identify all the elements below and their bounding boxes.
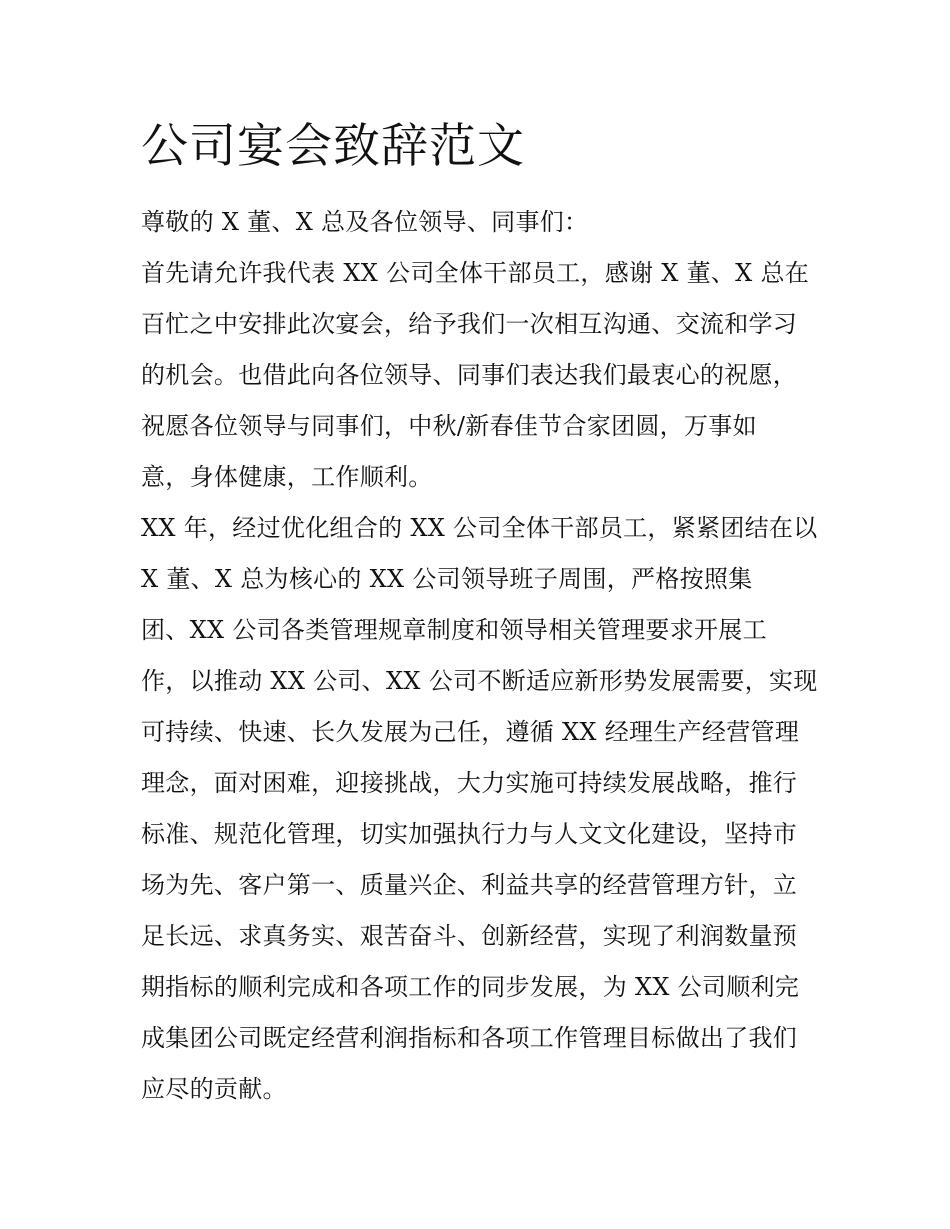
text-line: 期指标的顺利完成和各项工作的同步发展，为 XX 公司顺利完 xyxy=(141,973,800,1001)
text-line: 作，以推动 XX 公司、XX 公司不断适应新形势发展需要，实现 xyxy=(141,667,818,695)
text-line: 团、XX 公司各类管理规章制度和领导相关管理要求开展工 xyxy=(141,616,767,644)
text-line: 百忙之中安排此次宴会，给予我们一次相互沟通、交流和学习 xyxy=(141,310,798,338)
text-line: 成集团公司既定经营利润指标和各项工作管理目标做出了我们 xyxy=(141,1024,798,1052)
text-line: X 董、X 总为核心的 XX 公司领导班子周围，严格按照集 xyxy=(141,565,753,593)
text-line: 理念，面对困难，迎接挑战，大力实施可持续发展战略，推行 xyxy=(141,769,798,797)
text-line: 标准、规范化管理，切实加强执行力与人文文化建设，坚持市 xyxy=(141,820,798,848)
text-line: 足长远、求真务实、艰苦奋斗、创新经营，实现了利润数量预 xyxy=(141,922,798,950)
text-line: 首先请允许我代表 XX 公司全体干部员工，感谢 X 董、X 总在 xyxy=(141,259,810,287)
text-line: 的机会。也借此向各位领导、同事们表达我们最衷心的祝愿， xyxy=(141,361,798,389)
document-title: 公司宴会致辞范文 xyxy=(141,119,525,174)
text-line: XX 年，经过优化组合的 XX 公司全体干部员工，紧紧团结在以 xyxy=(141,514,818,542)
text-line-greeting: 尊敬的 X 董、X 总及各位领导、同事们： xyxy=(141,208,589,236)
text-line: 意，身体健康，工作顺利。 xyxy=(141,463,433,491)
text-line: 场为先、客户第一、质量兴企、利益共享的经营管理方针，立 xyxy=(141,871,798,899)
text-line: 祝愿各位领导与同事们，中秋/新春佳节合家团圆，万事如 xyxy=(141,412,757,440)
text-line: 应尽的贡献。 xyxy=(141,1075,287,1103)
text-line: 可持续、快速、长久发展为己任，遵循 XX 经理生产经营管理 xyxy=(141,718,800,746)
